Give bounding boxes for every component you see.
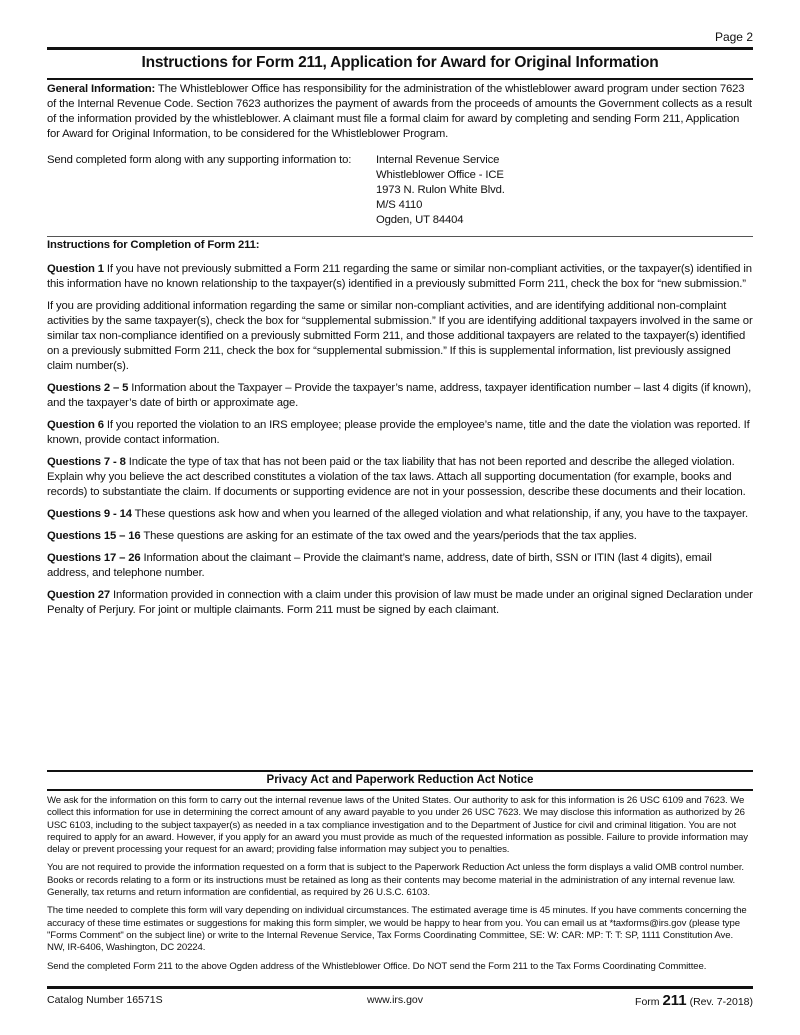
- instruction-item: [47, 529, 753, 544]
- footer: [47, 992, 753, 1008]
- divider: [47, 236, 753, 237]
- item-label: Questions 2 – 5: [47, 382, 129, 394]
- revision: (Rev. 7-2018): [689, 996, 753, 1008]
- item-text: These questions ask how and when you learned of the alleged violation and what relationship, if any, you have to the taxpayer.: [131, 508, 748, 520]
- item-text: If you reported the violation to an IRS employee; please provide the employee’s name, title and the date the violation was reported. If known, provide contact information.: [47, 419, 750, 446]
- form-number: 211: [662, 992, 687, 1009]
- instruction-item: [47, 381, 753, 411]
- item-label: Questions 9 - 14: [47, 508, 132, 520]
- instructions-list: [47, 262, 753, 625]
- general-text: The Whistleblower Office has responsibility for the administration of the whistleblower award program under section 7623 of the Internal Revenue Code. Section 7623 authorizes the payment of awards from the proceeds of amounts the Government collects as a result of the information provided by the whistleblower. A claimant must file a formal claim for award by completing and sending Form 211, Application for Award for Original Information, to be considered for the Whistleblower Program.: [47, 83, 752, 140]
- instruction-item: [47, 551, 753, 581]
- item-label: Questions 17 – 26: [47, 552, 141, 564]
- privacy-paragraph: The time needed to complete this form will vary depending on individual circumstances. The estimated average time is 45 minutes. If you have comments concerning the accuracy of these time estimates or suggestions for making this form simpler, we would be happy to hear from you. You can email us at *taxforms@irs.gov (please type "Forms Comment" on the subject line) or write to the Internal Revenue Service, Tax Forms Coordinating Committee, SE: W: CAR: MP: T: T: SP, 1111 Constitution Ave. NW, IR-6406, Washington, DC 20224.: [47, 905, 747, 954]
- instruction-item: [47, 455, 753, 500]
- instruction-item: [47, 262, 753, 292]
- item-text: Indicate the type of tax that has not been paid or the tax liability that has not been reported and describe the alleged violation. Explain why you believe the act described constitutes a violation of the tax laws. Attach all supporting documentation (for example, books and records) to substantiate the claim. If documents or supporting evidence are not in your possession, describe these documents and their location.: [47, 456, 746, 498]
- divider: [47, 78, 753, 80]
- item-label: Questions 7 - 8: [47, 456, 126, 468]
- page-title: Instructions for Form 211, Application for Award for Original Information: [141, 54, 659, 71]
- page-number: Page 2: [714, 30, 753, 44]
- address-line: Ogden, UT 84404: [376, 214, 464, 226]
- instruction-item: [47, 418, 753, 448]
- address-line: M/S 4110: [376, 199, 423, 211]
- instruction-item: [47, 299, 753, 374]
- instruction-item: [47, 588, 753, 618]
- address-line: 1973 N. Rulon White Blvd.: [376, 184, 505, 196]
- form-prefix: Form: [635, 996, 660, 1008]
- general-label: General Information:: [47, 83, 156, 95]
- address-line: Whistleblower Office - ICE: [376, 169, 504, 181]
- instructions-heading: Instructions for Completion of Form 211:: [47, 239, 260, 251]
- privacy-paragraph: We ask for the information on this form to carry out the internal revenue laws of the United States. Our authority to ask for this information is 26 USC 6109 and 7623. We collect this information for use in determining the correct amount of any award payable to you under 26 USC 7623. We may disclose this information as authorized by 26 USC 6103, including to the subject taxpayer(s) as needed in a tax compliance investigation and to the Department of Justice for civil and criminal litigation. You are not required to apply for an award. However, if you apply for an award you must provide as much of the requested information as possible. Failure to provide information may delay or prevent processing your request for an award; providing false information may subject you to penalties.: [47, 795, 748, 856]
- send-label: Send completed form along with any supporting information to:: [47, 154, 352, 166]
- form-revision: [635, 992, 753, 1009]
- item-label: Question 27: [47, 589, 111, 601]
- website-link[interactable]: www.irs.gov: [367, 994, 424, 1006]
- item-text: If you are providing additional information regarding the same or similar non-compliant activities, and are identifying additional non-complaint activities by the same taxpayer(s), check the box for “supplemental submission.” If you are identifying additional taxpayers involved in the same or similar tax non-compliance identified on a previously submitted Form 211, and those additional taxpayers are related to the taxpayer(s) identified on a previously submitted Form 211, check the box for “supplemental submission.” If this is supplemental information, list previously assigned claim number(s).: [47, 300, 753, 372]
- item-label: Question 1: [47, 263, 104, 275]
- instruction-item: [47, 507, 753, 522]
- privacy-notice: [47, 795, 753, 979]
- mailing-instructions: [47, 153, 753, 226]
- item-text: These questions are asking for an estimate of the tax owed and the years/periods that the tax applies.: [140, 530, 637, 542]
- item-label: Questions 15 – 16: [47, 530, 141, 542]
- divider: [47, 789, 753, 791]
- item-text: If you have not previously submitted a Form 211 regarding the same or similar non-compliant activities, or the taxpayer(s) identified in this information have no known relationship to the taxpayer(s) identified in a previously submitted Form 211, check the box for “new submission.”: [47, 263, 752, 290]
- divider: [47, 986, 753, 989]
- item-text: Information provided in connection with a claim under this provision of law must be made under an original signed Declaration under Penalty of Perjury. For joint or multiple claimants. Form 211 must be signed by each claimant.: [47, 589, 753, 616]
- divider: [47, 47, 753, 50]
- privacy-heading: Privacy Act and Paperwork Reduction Act Notice: [266, 774, 534, 786]
- privacy-paragraph: Send the completed Form 211 to the above Ogden address of the Whistleblower Office. Do NOT send the Form 211 to the Tax Forms Coordinating Committee.: [47, 960, 707, 972]
- general-information: [47, 82, 753, 142]
- catalog-number: Catalog Number 16571S: [47, 994, 163, 1006]
- item-label: Question 6: [47, 419, 104, 431]
- divider: [47, 770, 753, 772]
- mailing-address: [376, 153, 505, 228]
- item-text: Information about the claimant – Provide the claimant’s name, address, date of birth, SSN or ITIN (last 4 digits), email address, and telephone number.: [47, 552, 712, 579]
- privacy-paragraph: You are not required to provide the information requested on a form that is subject to the Paperwork Reduction Act unless the form displays a valid OMB control number. Books or records relating to a form or its instructions must be retained as long as their contents may become material in the administration of any internal revenue law. Generally, tax returns and return information are confidential, as required by 26 U.S.C. 6103.: [47, 862, 744, 899]
- item-text: Information about the Taxpayer – Provide the taxpayer’s name, address, taxpayer identification number – last 4 digits (if known), and the taxpayer’s date of birth or approximate age.: [47, 382, 752, 409]
- address-line: Internal Revenue Service: [376, 154, 500, 166]
